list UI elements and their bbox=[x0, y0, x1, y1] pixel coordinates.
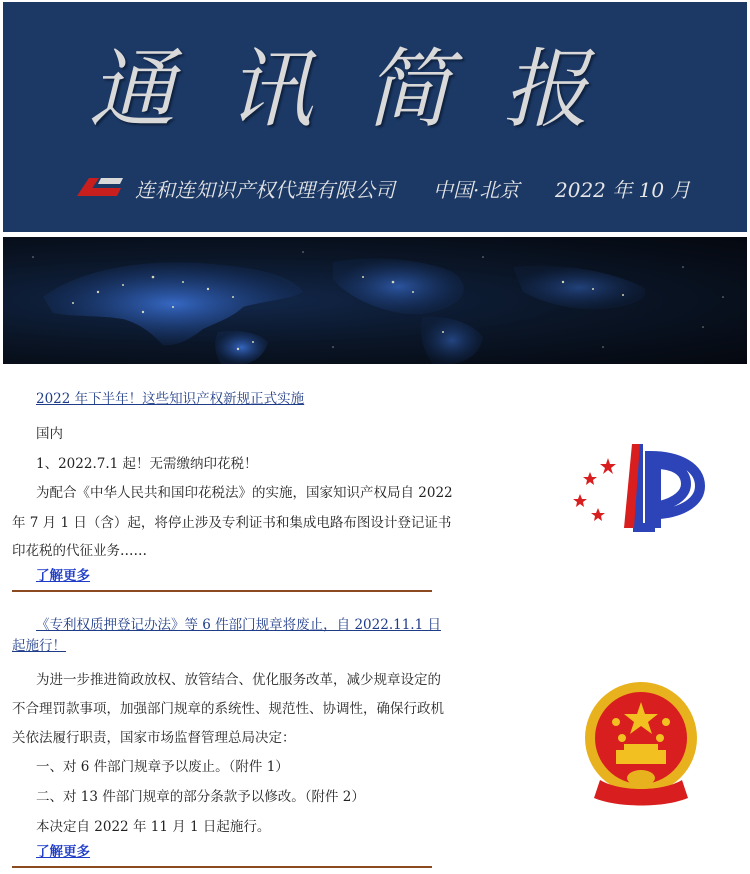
article2-item-1: 一、对 6 件部门规章予以废止。（附件 1） bbox=[36, 759, 289, 775]
article2-line-2: 不合理罚款事项，加强部门规章的系统性、规范性、协调性，确保行政机 bbox=[12, 701, 444, 717]
world-map-banner bbox=[3, 237, 747, 364]
ip-office-emblem-icon bbox=[560, 436, 710, 532]
article1-item: 1、2022.7.1 起！无需缴纳印花税！ bbox=[36, 456, 258, 472]
article1-line-1: 为配合《中华人民共和国印花税法》的实施，国家知识产权局自 2022 bbox=[36, 485, 453, 501]
article2-read-more-link[interactable]: 了解更多 bbox=[36, 844, 90, 860]
national-emblem-icon bbox=[580, 680, 702, 808]
article2-line-1: 为进一步推进简政放权、放管结合、优化服务改革，减少规章设定的 bbox=[36, 672, 441, 688]
newsletter-title: 通讯简报 bbox=[89, 40, 641, 140]
world-map-image bbox=[3, 237, 747, 364]
header-banner bbox=[3, 2, 747, 232]
article1-divider bbox=[12, 590, 432, 592]
article1-section: 国内 bbox=[36, 426, 63, 442]
article1-title-link[interactable]: 2022 年下半年！这些知识产权新规正式实施 bbox=[36, 391, 305, 407]
company-name: 连和连知识产权代理有限公司 bbox=[135, 178, 395, 202]
company-logo-icon bbox=[75, 176, 125, 198]
article2-divider bbox=[12, 866, 432, 868]
article1-line-2: 年 7 月 1 日（含）起，将停止涉及专利证书和集成电路布图设计登记证书 bbox=[12, 515, 452, 531]
article1-line-3: 印花税的代征业务…… bbox=[12, 543, 147, 559]
article1-read-more-link[interactable]: 了解更多 bbox=[36, 568, 90, 584]
location: 中国·北京 bbox=[433, 178, 520, 202]
article2-title-link-line2[interactable]: 起施行！ bbox=[12, 638, 66, 654]
article2-title-link[interactable]: 《专利权质押登记办法》等 6 件部门规章将废止，自 2022.11.1 日 bbox=[36, 617, 441, 633]
article2-line-3: 关依法履行职责，国家市场监督管理总局决定： bbox=[12, 730, 296, 746]
article2-item-2: 二、对 13 件部门规章的部分条款予以修改。（附件 2） bbox=[36, 789, 365, 805]
article2-item-3: 本决定自 2022 年 11 月 1 日起施行。 bbox=[36, 819, 271, 835]
issue-date: 2022 年 10 月 bbox=[555, 178, 691, 202]
